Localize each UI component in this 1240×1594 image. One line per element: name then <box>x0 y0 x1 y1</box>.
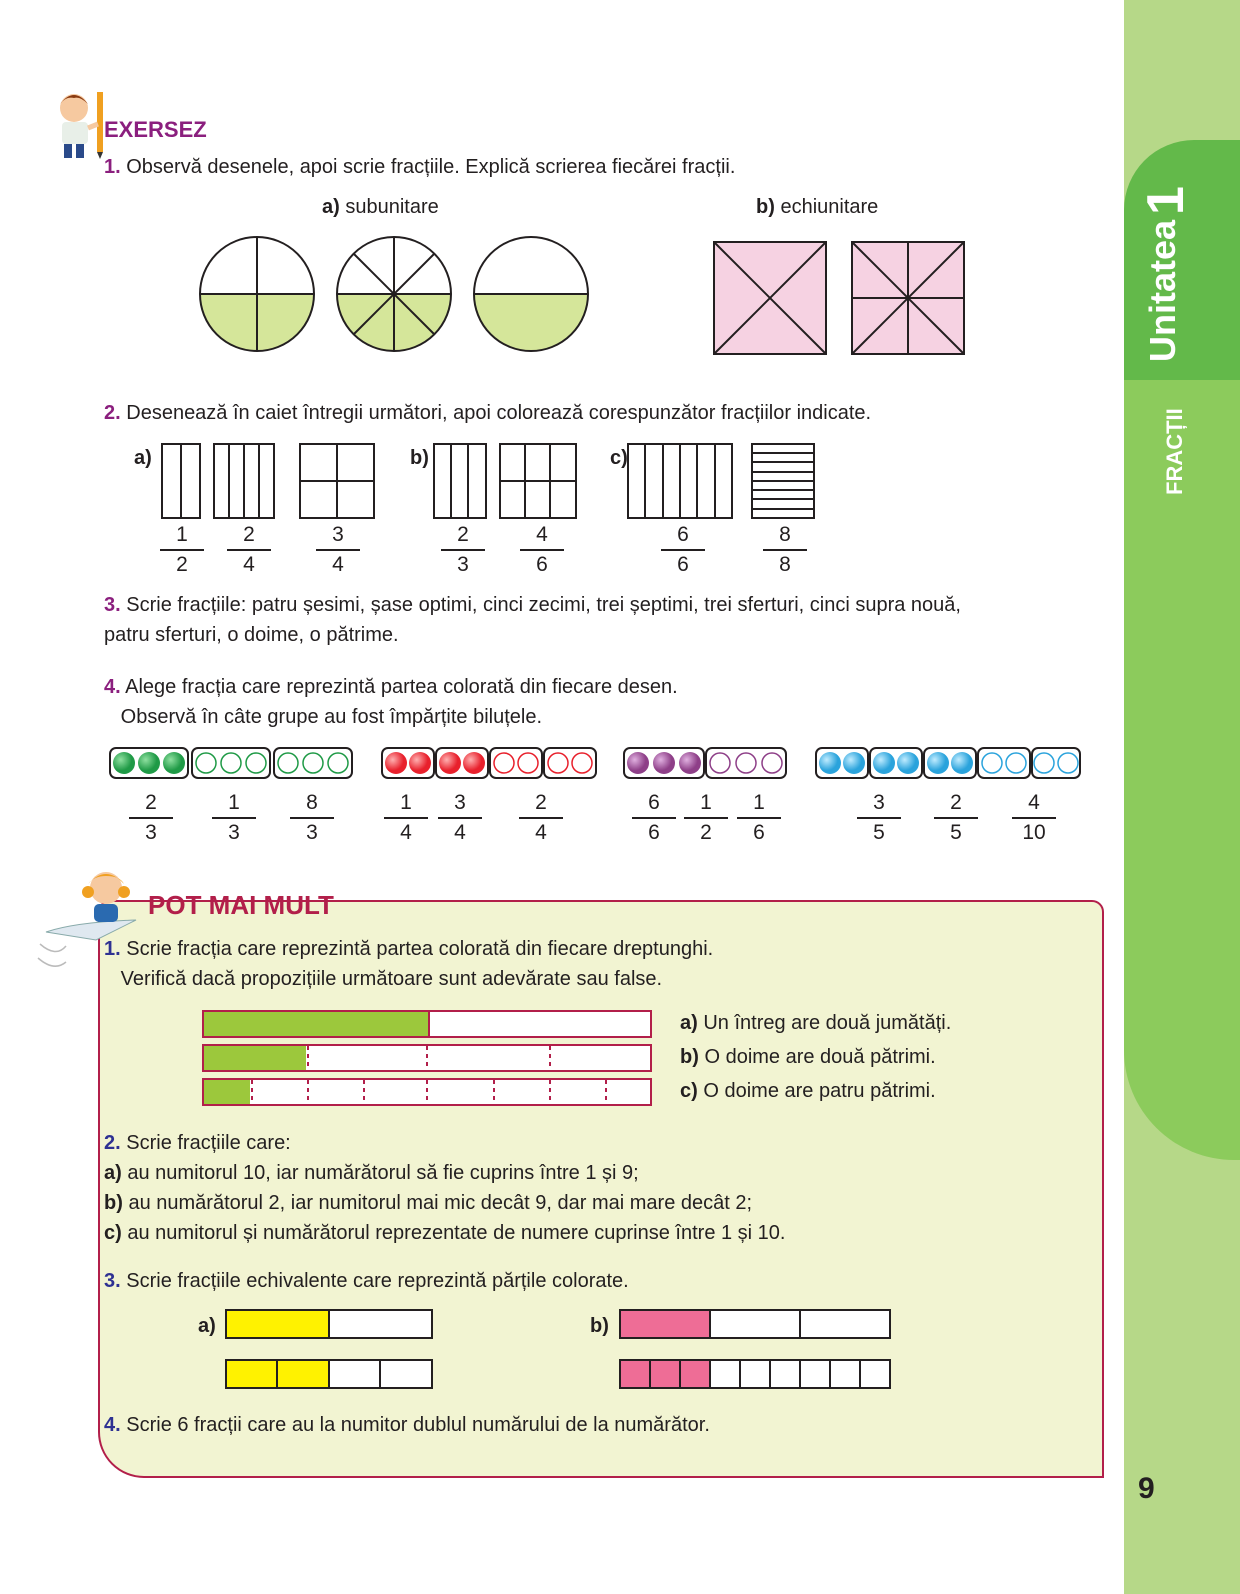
ex4-fraction: $\frac{2}{4}$ <box>519 790 563 846</box>
ex4-fraction: $\frac{1}{6}$ <box>737 790 781 846</box>
squares-figure <box>712 240 972 362</box>
circle-eighths <box>337 237 451 351</box>
ex2-fraction: $\frac{2}{3}$ <box>441 522 485 578</box>
ex4-fraction: $\frac{6}{6}$ <box>632 790 676 846</box>
subunitare-caption: a) subunitare <box>322 196 439 218</box>
chapter-label: FRACȚII <box>1162 408 1187 495</box>
bar-halves <box>202 1010 652 1038</box>
circle-quarters <box>200 237 314 351</box>
ex2-fraction: $\frac{8}{8}$ <box>763 522 807 578</box>
circle-halves <box>474 237 588 351</box>
pmm-ex3-prompt: 3. Scrie fracțiile echivalente care reprezintă părțile colorate. <box>104 1270 629 1292</box>
ex2-rectangles <box>160 442 840 522</box>
bar-eighths <box>202 1078 652 1106</box>
ex2-prompt: 2. Desenează în caiet întregii următori, apoi colorează corespunzător fracțiilor indicate. <box>104 402 872 424</box>
circles-figure <box>196 234 596 358</box>
unit-number: 1 <box>1137 186 1195 215</box>
pmm-ex2: 2. Scrie fracțiile care: a) au numitorul 10, iar numărătorul să fie cuprins între 1 și 9; b) au numărătorul 2, iar numitorul mai mic decât 9, dar mai mare decât 2; c) au numitorul și numărătorul reprezentate de numere cuprinse între 1 și 10. <box>104 1132 786 1244</box>
ex3-label-b: b) <box>590 1315 609 1337</box>
ex3-label-a: a) <box>198 1315 216 1337</box>
ex2-fraction: $\frac{2}{4}$ <box>227 522 271 578</box>
pmm-ex4-prompt: 4. Scrie 6 fracții care au la numitor dublul numărului de la numărător. <box>104 1414 710 1436</box>
pmm-ex1-prompt: 1. Scrie fracția care reprezintă partea colorată din fiecare dreptunghi. Verifică dacă propozițiile următoare sunt adevărate sau false. <box>104 938 714 990</box>
ex4-fraction: $\frac{2}{3}$ <box>129 790 173 846</box>
ex4-fraction: $\frac{3}{4}$ <box>438 790 482 846</box>
boy-mascot-icon <box>50 88 110 160</box>
echiunitare-caption: b) echiunitare <box>756 196 879 218</box>
ex2-label-b: b) <box>410 447 429 469</box>
square-quarters <box>714 242 826 354</box>
bar-quarters <box>202 1044 652 1072</box>
ex4-fraction: $\frac{3}{5}$ <box>857 790 901 846</box>
ex4-fraction: $\frac{1}{4}$ <box>384 790 428 846</box>
statement-b: b) O doime are două pătrimi. <box>680 1046 936 1068</box>
statement-a: a) Un întreg are două jumătăți. <box>680 1012 952 1034</box>
ex4-fraction: $\frac{2}{5}$ <box>934 790 978 846</box>
rect-thirds <box>434 444 486 518</box>
chapter-tab <box>1124 380 1240 1160</box>
ex2-label-a: a) <box>134 447 152 469</box>
ex2-fraction: $\frac{3}{4}$ <box>316 522 360 578</box>
ex4-fraction: $\frac{4}{10}$ <box>1012 790 1056 846</box>
ex2-fraction: $\frac{6}{6}$ <box>661 522 705 578</box>
ex4-prompt: 4. Alege fracția care reprezintă partea colorată din fiecare desen. Observă în câte grupe au fost împărțite biluțele. <box>104 676 678 728</box>
ex4-fraction: $\frac{1}{3}$ <box>212 790 256 846</box>
ex2-label-c: c) <box>610 447 628 469</box>
ex4-fraction: $\frac{1}{2}$ <box>684 790 728 846</box>
ex1-prompt: 1. Observă desenele, apoi scrie fracțiile. Explică scrierea fiecărei fracții. <box>104 156 736 178</box>
exersez-title: EXERSEZ <box>104 117 207 142</box>
unit-label: Unitatea <box>1142 219 1183 362</box>
equivalent-bars <box>224 1308 904 1392</box>
beads-figure <box>108 744 1098 784</box>
ex3-prompt: 3. Scrie fracțiile: patru șesimi, șase optimi, cinci zecimi, trei șeptimi, trei sferturi, cinci supra nouă, patru sferturi, o doime, o pătrime. <box>104 594 961 646</box>
pot-mai-mult-title: POT MAI MULT <box>148 890 334 920</box>
square-eighths <box>852 242 964 354</box>
ex2-fraction: $\frac{4}{6}$ <box>520 522 564 578</box>
page-number: 9 <box>1138 1472 1155 1505</box>
statement-c: c) O doime are patru pătrimi. <box>680 1080 936 1102</box>
ex2-fraction: $\frac{1}{2}$ <box>160 522 204 578</box>
ex4-fraction: $\frac{8}{3}$ <box>290 790 334 846</box>
